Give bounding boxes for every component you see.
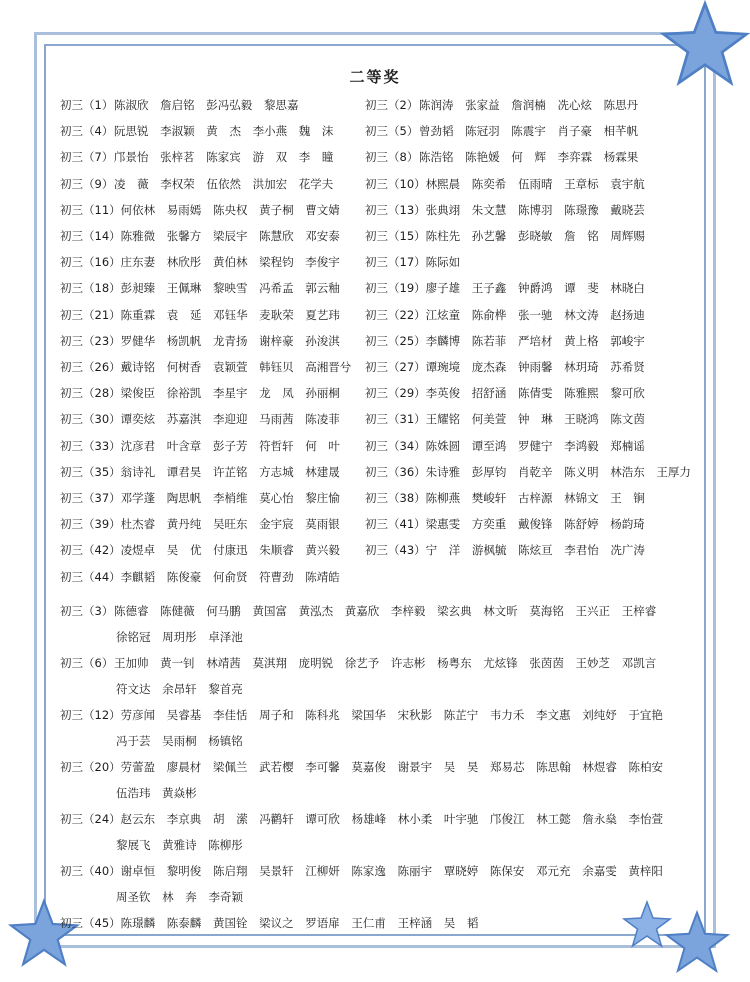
student-names: 朱诗雅 彭厚钧 肖乾辛 陈义明 林浩东 王厚力 xyxy=(425,464,691,479)
class-label: 初三（31） xyxy=(365,412,426,427)
student-names-continued: 伍浩玮 黄焱彬 xyxy=(116,785,197,800)
student-names: 彭昶臻 王佩琳 黎映雪 冯希孟 郭云釉 xyxy=(120,281,340,296)
star-icon xyxy=(8,898,80,970)
class-label: 初三（27） xyxy=(365,360,426,374)
student-names: 沈彦君 叶含章 彭子芳 符哲轩 何 叶 xyxy=(120,438,340,453)
class-label: 初三（6） xyxy=(60,655,114,670)
class-entry xyxy=(365,491,645,505)
class-label: 初三（17） xyxy=(365,255,426,270)
student-names: 陈姝圆 谭至鸿 罗健宁 李鸿毅 郑楠谣 xyxy=(425,438,645,453)
class-label: 初三（43） xyxy=(365,543,426,558)
class-entry xyxy=(60,412,340,426)
class-label: 初三（19） xyxy=(365,281,426,296)
class-entry xyxy=(60,570,340,584)
student-names: 邝景怡 张梓茗 陈家宾 游 双 李 瞳 xyxy=(114,150,334,165)
class-entry xyxy=(60,465,340,479)
class-label: 初三（28） xyxy=(60,386,121,401)
class-entry xyxy=(365,465,691,479)
class-entry xyxy=(60,98,298,112)
student-names: 庄东妻 林欣彤 黄伯林 梁程钧 李俊宇 xyxy=(120,255,340,270)
class-label: 初三（1） xyxy=(60,98,114,112)
class-label: 初三（9） xyxy=(60,176,114,191)
student-names: 戴诗铭 何树香 袁颖萱 韩钰贝 高湘晋兮 xyxy=(120,360,352,374)
class-label: 初三（14） xyxy=(60,229,121,243)
student-names: 赵云东 李京典 胡 潆 冯鹳轩 谭可欣 杨雄峰 林小柔 叶宇驰 邝俊江 林工懿 詹永燊 李怡萱 xyxy=(120,811,664,826)
class-label: 初三（34） xyxy=(365,438,426,453)
class-entry xyxy=(60,124,333,138)
class-entry xyxy=(365,517,645,531)
student-names: 梁惠雯 方奕重 戴俊锋 陈舒婷 杨韵琦 xyxy=(425,517,645,532)
class-entry xyxy=(60,517,340,531)
class-label: 初三（33） xyxy=(60,438,121,453)
class-label: 初三（44） xyxy=(60,569,121,584)
student-names: 王加帅 黄一钊 林靖茜 莫淇翔 庞明锐 徐艺予 许志彬 杨粤东 尤炫锋 张茵茵 王妙芝 邓凯言 xyxy=(114,655,657,670)
class-entry xyxy=(60,177,333,191)
student-names: 宁 洋 游枫毓 陈炫亘 李君怡 冼广涛 xyxy=(425,543,645,558)
class-label: 初三（18） xyxy=(60,281,121,296)
class-entry xyxy=(60,281,340,295)
class-entry-wide xyxy=(60,604,656,618)
class-entry xyxy=(60,334,340,348)
student-names: 廖子雄 王子鑫 钟爵鸿 谭 斐 林晓白 xyxy=(425,281,645,296)
class-label: 初三（5） xyxy=(365,124,419,139)
class-label: 初三（24） xyxy=(60,811,121,826)
class-entry xyxy=(60,386,340,400)
student-names: 陈重霖 袁 延 邓钰华 麦耿荣 夏艺玮 xyxy=(120,307,340,322)
class-label: 初三（45） xyxy=(60,915,121,930)
class-label: 初三（36） xyxy=(365,464,426,479)
class-label: 初三（26） xyxy=(60,360,121,374)
student-names: 陈德睿 陈健薇 何马鹏 黄国富 黄泓杰 黄嘉欣 李梓毅 梁玄典 林文昕 莫海铭 王兴正 王梓睿 xyxy=(114,603,657,618)
student-names: 张典翊 朱文慧 陈博羽 陈璟豫 戴晓芸 xyxy=(425,202,645,217)
student-names: 劳蕾盈 廖晨材 梁佩兰 武若樱 李可馨 莫嘉俊 谢景宇 吴 昊 郑易芯 陈思翰 林煜睿 陈柏安 xyxy=(120,759,664,774)
class-label: 初三（35） xyxy=(60,464,121,479)
student-names: 凌煜卓 吴 优 付康迅 朱顺睿 黄兴毅 xyxy=(120,543,340,558)
student-names-continued: 冯于芸 吴雨桐 杨镇铭 xyxy=(116,733,243,748)
class-entry-wide xyxy=(60,760,663,774)
student-names: 曾劲韬 陈冠羽 陈震宇 肖子豪 相芊帆 xyxy=(419,124,639,139)
class-entry xyxy=(60,439,340,453)
student-names: 江炫童 陈俞桦 张一驰 林文涛 赵扬迪 xyxy=(425,307,645,322)
student-names-continued: 黎展飞 黄雅诗 陈柳彤 xyxy=(116,837,243,852)
student-names: 陈柱先 孙艺馨 彭晓敏 詹 铭 周辉赐 xyxy=(425,229,645,243)
class-label: 初三（23） xyxy=(60,333,121,348)
student-names-continued: 徐铭冠 周玥彤 卓泽池 xyxy=(116,629,243,644)
student-names: 凌 薇 李权荣 伍依然 洪加宏 花学夫 xyxy=(114,176,334,191)
class-entry-wide xyxy=(60,864,663,878)
student-names: 陈浩铭 陈艳媛 何 辉 李弈霖 杨霖果 xyxy=(419,150,639,165)
student-names-continued: 周圣钦 林 奔 李奇颖 xyxy=(116,889,243,904)
class-label: 初三（41） xyxy=(365,517,426,532)
class-entry-wide xyxy=(60,656,656,670)
class-entry xyxy=(365,124,638,138)
student-names: 阮思锐 李淑颖 黄 杰 李小燕 魏 沫 xyxy=(114,124,334,139)
class-entry xyxy=(365,334,645,348)
class-entry xyxy=(60,255,340,269)
class-entry xyxy=(365,360,645,374)
class-entry xyxy=(60,308,340,322)
class-entry xyxy=(365,98,638,112)
class-label: 初三（16） xyxy=(60,255,121,270)
class-entry xyxy=(60,360,351,374)
class-entry xyxy=(365,281,645,295)
class-entry xyxy=(60,229,340,243)
class-label: 初三（42） xyxy=(60,543,121,558)
page-title: 二等奖 xyxy=(349,68,401,86)
class-entry xyxy=(60,203,340,217)
student-names: 陈柳燕 樊峻轩 古梓源 林锦文 王 锏 xyxy=(425,491,645,505)
student-names: 谢卓恒 黎明俊 陈启翔 吴景轩 江柳妍 陈家逸 陈丽宇 覃晓婷 陈保安 邓元充 余嘉雯 黄梓阳 xyxy=(120,863,663,878)
class-label: 初三（4） xyxy=(60,124,114,139)
student-names: 谭琬境 庞杰森 钟雨馨 林玥琦 苏希贤 xyxy=(425,360,645,374)
student-names: 王耀铭 何美萱 钟 琳 王晓鸿 陈文茵 xyxy=(425,412,645,427)
class-entry-wide xyxy=(60,812,663,826)
student-names: 翁诗礼 谭君昊 许芷铭 方志城 林建晟 xyxy=(120,464,340,479)
class-label: 初三（37） xyxy=(60,491,121,505)
class-entry xyxy=(60,491,340,505)
student-names: 谭奕炫 苏嘉淇 李迎迎 马雨茜 陈凌菲 xyxy=(120,412,340,427)
class-label: 初三（29） xyxy=(365,386,426,401)
class-label: 初三（13） xyxy=(365,202,426,217)
student-names: 劳彦闻 吴睿基 李佳恬 周子和 陈科兆 梁国华 宋秋影 陈芷宁 韦力禾 李文惠 刘纯妤 于宜艳 xyxy=(120,707,663,722)
student-names: 杜杰睿 黄丹纯 吴旺东 金宇宸 莫雨银 xyxy=(120,517,340,532)
class-entry-wide xyxy=(60,916,478,930)
student-names: 陈璟麟 陈泰麟 黄国铨 梁议之 罗语扉 王仁甫 王梓涵 吴 韬 xyxy=(120,915,479,930)
class-label: 初三（39） xyxy=(60,517,121,532)
class-label: 初三（30） xyxy=(60,412,121,427)
class-label: 初三（22） xyxy=(365,307,426,322)
class-label: 初三（3） xyxy=(60,603,114,618)
student-names: 陈润涛 张家益 詹润楠 冼心炫 陈思丹 xyxy=(419,98,639,112)
class-entry xyxy=(365,177,645,191)
class-label: 初三（7） xyxy=(60,150,114,165)
class-entry xyxy=(365,543,645,557)
student-names: 李麟博 陈若菲 严培材 黄上格 郭峻宇 xyxy=(425,333,645,348)
class-label: 初三（12） xyxy=(60,707,121,722)
class-label: 初三（21） xyxy=(60,307,121,322)
class-entry xyxy=(365,150,638,164)
student-names-continued: 符文达 余昂轩 黎首亮 xyxy=(116,681,243,696)
class-entry xyxy=(365,439,645,453)
class-label: 初三（40） xyxy=(60,863,121,878)
class-label: 初三（25） xyxy=(365,333,426,348)
student-names: 李麒韬 陈俊豪 何俞贤 符曹劲 陈靖皓 xyxy=(120,569,340,584)
class-entry xyxy=(60,150,333,164)
class-label: 初三（20） xyxy=(60,759,121,774)
student-names: 罗健华 杨凯帆 龙青扬 谢梓豪 孙浚淇 xyxy=(120,333,340,348)
class-entry xyxy=(365,203,645,217)
student-names: 梁俊臣 徐裕凯 李星宇 龙 凤 孙丽桐 xyxy=(120,386,340,401)
class-entry xyxy=(365,229,645,243)
student-names: 何依林 易雨嫣 陈央权 黄子桐 曹文婧 xyxy=(120,202,340,217)
class-entry xyxy=(365,255,460,269)
class-label: 初三（11） xyxy=(60,202,121,217)
star-icon xyxy=(664,910,730,976)
student-names: 李英俊 招舒涵 陈倩雯 陈雅熙 黎可欣 xyxy=(425,386,645,401)
student-names: 陈际如 xyxy=(425,255,461,270)
class-label: 初三（10） xyxy=(365,176,426,191)
student-names: 陈雅微 张馨方 梁辰宇 陈慧欣 邓安泰 xyxy=(120,229,340,243)
class-entry xyxy=(365,412,645,426)
class-entry xyxy=(365,386,645,400)
student-names: 陈淑欣 詹启铭 彭冯弘毅 黎思嘉 xyxy=(114,98,299,112)
class-label: 初三（2） xyxy=(365,98,419,112)
student-names: 林熙晨 陈奕希 伍雨晴 王章标 袁宇航 xyxy=(425,176,645,191)
class-label: 初三（8） xyxy=(365,150,419,165)
class-entry-wide xyxy=(60,708,663,722)
class-entry xyxy=(365,308,645,322)
class-entry xyxy=(60,543,340,557)
student-names: 邓学蓬 陶思帆 李梢维 莫心怡 黎庄愉 xyxy=(120,491,340,505)
class-label: 初三（15） xyxy=(365,229,426,243)
class-label: 初三（38） xyxy=(365,491,426,505)
